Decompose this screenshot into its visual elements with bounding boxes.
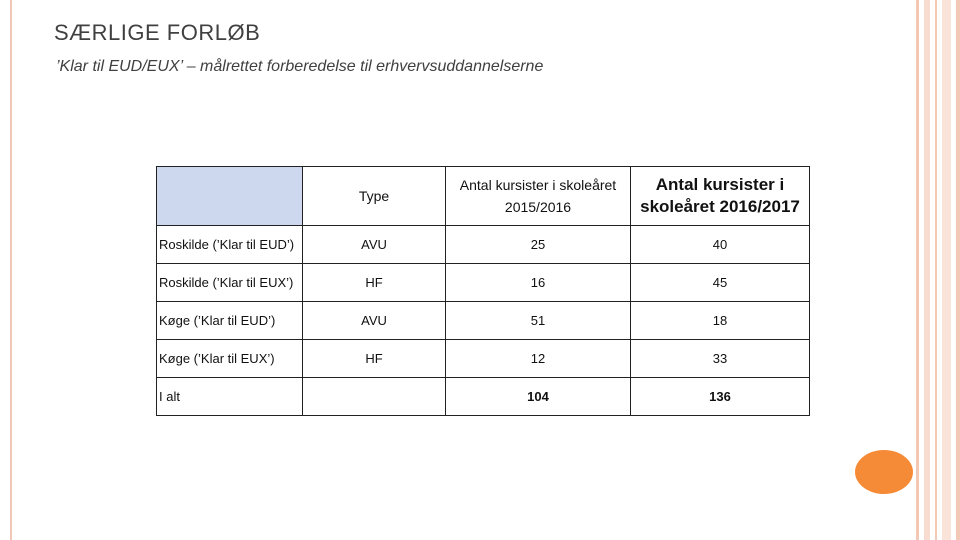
total-2015: 104 <box>446 378 631 416</box>
row-2016: 18 <box>631 302 810 340</box>
header-cell-blank <box>157 167 303 226</box>
row-name: Køge (’Klar til EUD’) <box>157 302 303 340</box>
row-name: Roskilde (’Klar til EUD’) <box>157 226 303 264</box>
total-label: I alt <box>157 378 303 416</box>
table-row <box>157 340 810 378</box>
row-2015: 25 <box>446 226 631 264</box>
total-type <box>303 378 446 416</box>
row-type: AVU <box>303 302 446 340</box>
orange-circle-decoration <box>855 450 913 494</box>
row-2015: 12 <box>446 340 631 378</box>
row-name: Køge (’Klar til EUX’) <box>157 340 303 378</box>
stripe <box>924 0 930 540</box>
slide-subtitle: ’Klar til EUD/EUX’ – målrettet forberedelse til erhvervsuddannelserne <box>56 58 544 75</box>
row-type: HF <box>303 264 446 302</box>
header-cell-2015: Antal kursister i skoleåret 2015/2016 <box>446 167 631 226</box>
row-2016: 45 <box>631 264 810 302</box>
table-row <box>157 264 810 302</box>
header-cell-2016: Antal kursister i skoleåret 2016/2017 <box>631 167 810 226</box>
stripe <box>916 0 919 540</box>
left-frame-border <box>10 0 12 540</box>
course-table <box>156 166 810 416</box>
stripe <box>942 0 951 540</box>
table-total-row <box>157 378 810 416</box>
row-name: Roskilde (’Klar til EUX’) <box>157 264 303 302</box>
row-2016: 40 <box>631 226 810 264</box>
header-cell-type: Type <box>303 167 446 226</box>
decorative-stripes <box>916 0 960 540</box>
table-header-row <box>157 167 810 226</box>
row-type: AVU <box>303 226 446 264</box>
row-2016: 33 <box>631 340 810 378</box>
row-2015: 51 <box>446 302 631 340</box>
row-2015: 16 <box>446 264 631 302</box>
total-2016: 136 <box>631 378 810 416</box>
table-row <box>157 302 810 340</box>
slide-title: SÆRLIGE FORLØB <box>54 20 261 45</box>
stripe <box>935 0 937 540</box>
table-row <box>157 226 810 264</box>
stripe <box>956 0 960 540</box>
row-type: HF <box>303 340 446 378</box>
